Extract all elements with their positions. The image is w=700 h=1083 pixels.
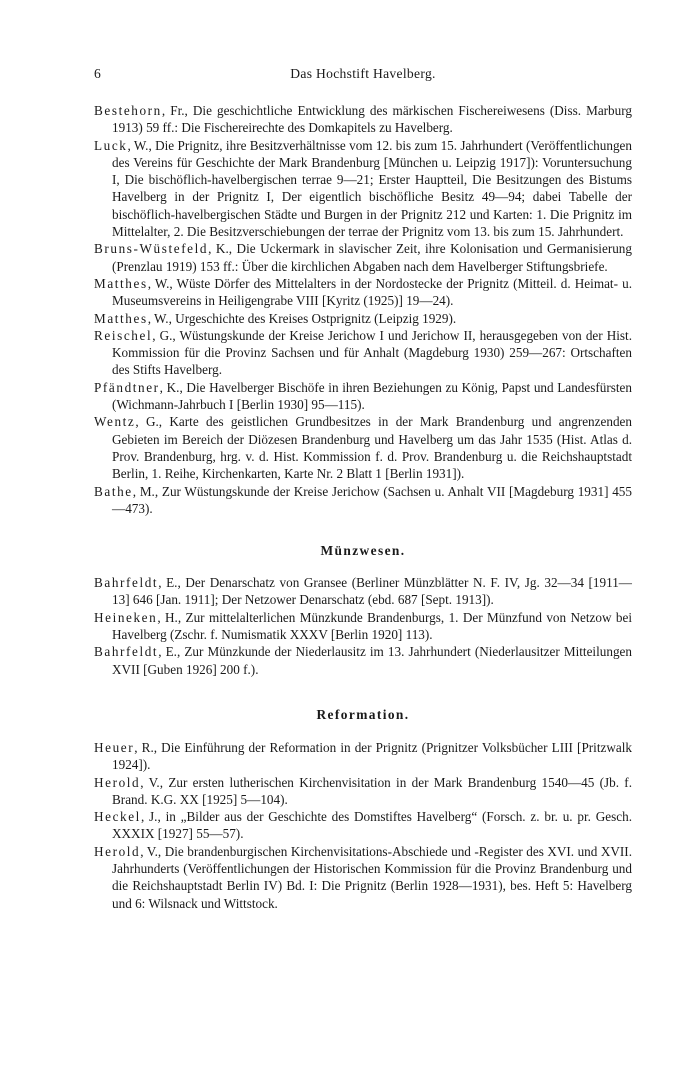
entry-text: , E., Zur Münzkunde der Niederlausitz im 13. Jahrhundert (Niederlausitzer Mitteilungen XVII [Guben 1926] 200 f.). bbox=[112, 644, 632, 677]
bibliography-entry bbox=[94, 574, 632, 609]
entry-author: Wentz bbox=[94, 414, 136, 430]
section-title-reformation: Reformation. bbox=[316, 706, 410, 722]
bibliography-entry bbox=[94, 739, 632, 774]
entry-author: Bahrfeldt bbox=[94, 644, 159, 660]
entry-text: , W., Wüste Dörfer des Mittelalters in der Nordostecke der Prignitz (Mitteil. d. Heimat- u. Museumsvereins in Heiligengrabe VIII [Kyritz (1925)] 19—24). bbox=[112, 275, 632, 309]
entry-text: , V., Die brandenburgischen Kirchenvisitations-Abschiede und -Register des XVI. und XVII. Jahrhunderts (Veröffentlichungen der Historischen Kommission für die Provinz Brandenburg und die Reichshauptstadt Berlin IV) Bd. I: Die Prignitz (Berlin 1928—1931), bes. Heft 5: Havelberg und 6: Wilsnack und Wittstock. bbox=[112, 843, 632, 911]
entry-text: , K., Die Havelberger Bischöfe in ihren Beziehungen zu König, Papst und Landesfürsten (Wichmann-Jahrbuch I [Berlin 1930] 95—115). bbox=[112, 379, 632, 413]
bibliography-entry bbox=[94, 643, 632, 678]
entry-text: , K., Die Uckermark in slavischer Zeit, ihre Kolonisation und Germanisierung (Prenzlau 1919) 153 ff.: Über die kirchlichen Abgaben nach dem Havelberger Stiftungsbriefe. bbox=[112, 241, 632, 274]
bibliography-general bbox=[94, 102, 632, 517]
bibliography-entry bbox=[94, 609, 632, 644]
section-title-muenzwesen: Münzwesen. bbox=[320, 543, 406, 559]
bibliography-entry bbox=[94, 327, 632, 379]
bibliography-entry bbox=[94, 240, 632, 275]
page-number: 6 bbox=[94, 66, 101, 81]
bibliography-entry bbox=[94, 843, 632, 912]
entry-text: , V., Zur ersten lutherischen Kirchenvisitation in der Mark Brandenburg 1540—45 (Jb. f. Brand. K.G. XX [1925] 5—104). bbox=[112, 774, 632, 807]
entry-author: Bruns-Wüstefeld bbox=[94, 241, 209, 257]
entry-author: Herold bbox=[94, 774, 141, 790]
bibliography-entry bbox=[94, 483, 632, 518]
entry-author: Herold bbox=[94, 843, 141, 859]
bibliography-muenzwesen bbox=[94, 574, 632, 678]
entry-text: , Fr., Die geschichtliche Entwicklung des märkischen Fischereiwesens (Diss. Marburg 1913) 59 ff.: Die Fischereirechte des Domkapitels zu Havelberg. bbox=[112, 103, 632, 136]
entry-author: Luck bbox=[94, 137, 128, 153]
entry-author: Matthes bbox=[94, 275, 148, 291]
bibliography-entry bbox=[94, 102, 632, 137]
running-title: Das Hochstift Havelberg. bbox=[290, 66, 436, 81]
entry-text: , H., Zur mittelalterlichen Münzkunde Brandenburgs, 1. Der Münzfund von Netzow bei Havelberg (Zschr. f. Numismatik XXXV [Berlin 1920] 113). bbox=[112, 609, 632, 643]
entry-text: , R., Die Einführung der Reformation in der Prignitz (Prignitzer Volksbücher LIII [Pritzwalk 1924]). bbox=[112, 739, 632, 773]
entry-author: Bahrfeldt bbox=[94, 575, 159, 591]
entry-text: , J., in „Bilder aus der Geschichte des Domstiftes Havelberg“ (Forsch. z. br. u. pr. Gesch. XXXIX [1927] 55—57). bbox=[112, 809, 632, 842]
entry-author: Heineken bbox=[94, 609, 158, 625]
entry-author: Heckel bbox=[94, 809, 141, 825]
bibliography-entry bbox=[94, 379, 632, 414]
entry-text: , W., Die Prignitz, ihre Besitzverhältnisse vom 12. bis zum 15. Jahrhundert (Veröffentlichungen des Vereins für Geschichte der Mark Brandenburg [München u. Leipzig 1917]): Voruntersuchung I, Die bischöflich-havelbergischen terrae 9—21; Erster Hauptteil, Die Besitzungen des Bistums Havelberg in der Prignitz I, Der eigentlich bischöfliche Besitz 49—94; dabei Tabelle der bischöflich-havelbergischen Städte und Burgen in der Prignitz 212 und Karten: 1. Die Prignitz im Mittelalter, 2. Die Besitzverschiebungen der terrae der Prignitz vom 13. bis zum 15. Jahrhundert. bbox=[112, 137, 632, 240]
entry-text: , E., Der Denarschatz von Gransee (Berliner Münzblätter N. F. IV, Jg. 32—34 [1911—13] 646 [Jan. 1911]; Der Netzower Denarschatz (ebd. 687 [Sept. 1913]). bbox=[112, 575, 632, 608]
entry-author: Pfändtner bbox=[94, 379, 160, 395]
bibliography-entry bbox=[94, 774, 632, 809]
document-page bbox=[94, 66, 632, 912]
entry-text: , W., Urgeschichte des Kreises Ostprignitz (Leipzig 1929). bbox=[147, 310, 457, 326]
bibliography-entry bbox=[94, 808, 632, 843]
bibliography-entry bbox=[94, 275, 632, 310]
bibliography-entry bbox=[94, 137, 632, 241]
entry-author: Bathe bbox=[94, 483, 133, 499]
entry-text: , G., Karte des geistlichen Grundbesitzes in der Mark Brandenburg und angrenzenden Gebieten im Bereich der Diözesen Brandenburg und Havelberg um das Jahr 1535 (Hist. Atlas d. Prov. Brandenburg, hrg. v. d. Hist. Kommission f. d. Prov. Brandenburg u. die Reichshauptstadt Berlin, 1. Reihe, Kirchenkarten, Karte Nr. 2 Blatt 1 [Berlin 1931]). bbox=[112, 414, 632, 482]
entry-author: Reischel bbox=[94, 327, 153, 343]
entry-author: Heuer bbox=[94, 739, 135, 755]
entry-text: , G., Wüstungskunde der Kreise Jerichow I und Jerichow II, herausgegeben von der Hist. Kommission für die Provinz Sachsen und für Anhalt (Magdeburg 1930) 259—267: Ortschaften des Stifts Havelberg. bbox=[112, 327, 632, 378]
bibliography-entry bbox=[94, 413, 632, 482]
page-header bbox=[94, 66, 632, 88]
entry-author: Matthes bbox=[94, 310, 148, 326]
entry-author: Bestehorn bbox=[94, 103, 162, 118]
entry-text: , M., Zur Wüstungskunde der Kreise Jerichow (Sachsen u. Anhalt VII [Magdeburg 1931] 455—473). bbox=[112, 483, 632, 516]
bibliography-entry bbox=[94, 310, 632, 327]
bibliography-reformation bbox=[94, 739, 632, 912]
